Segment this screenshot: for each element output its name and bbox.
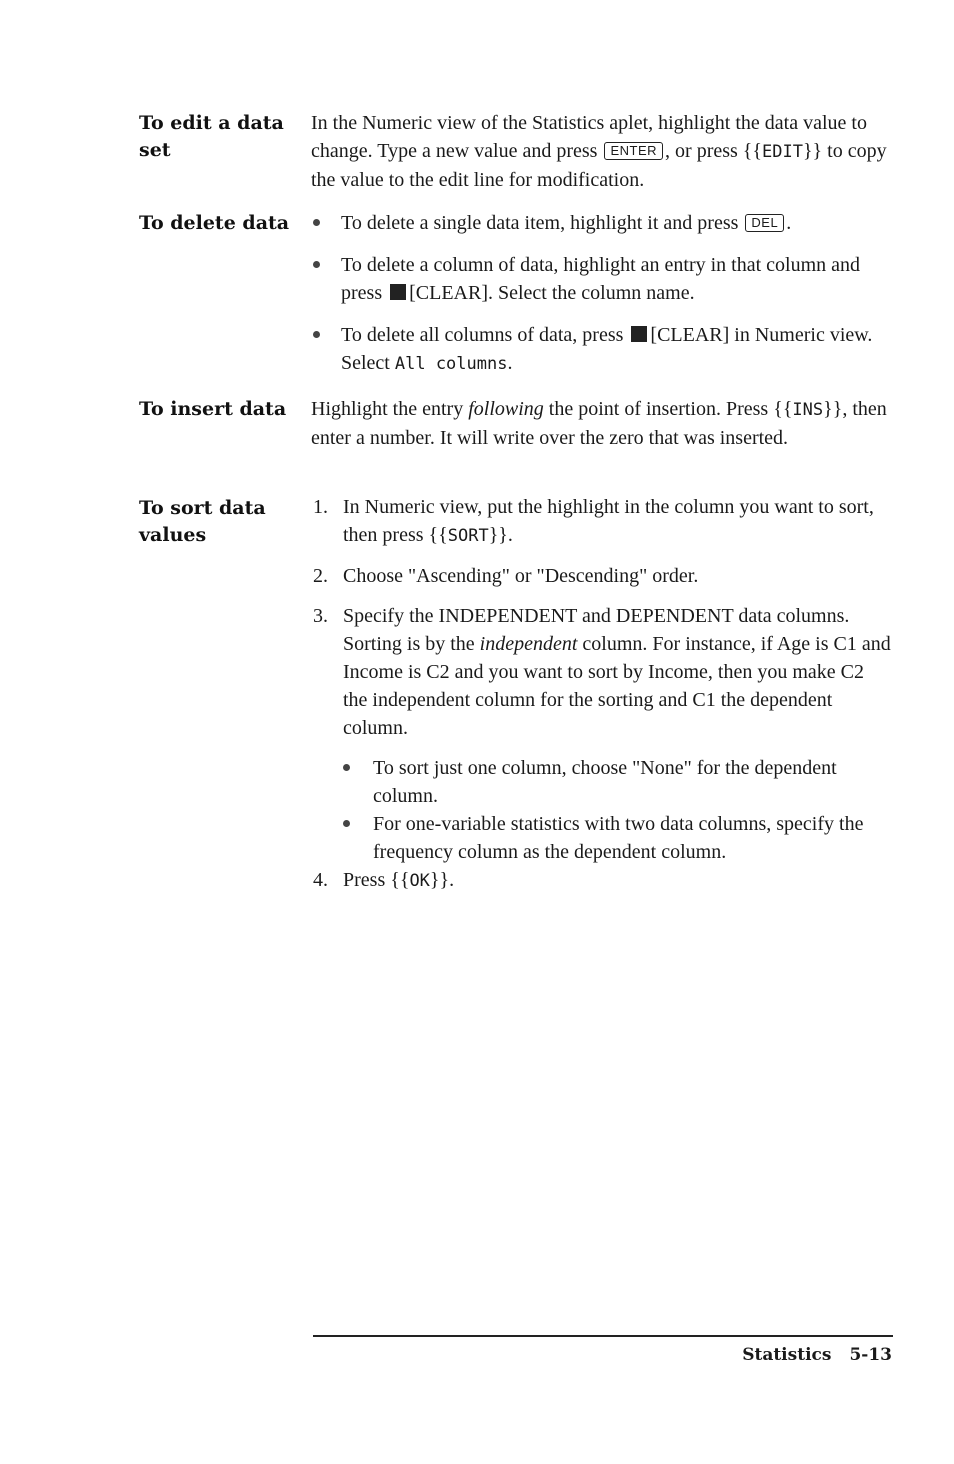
sort-step-4-text: Press [343, 869, 391, 891]
delete-all-end: . [507, 352, 513, 374]
insert-text-2: the point of insertion. Press [543, 398, 774, 420]
ok-softkey: OK [409, 871, 430, 891]
step-number: 1. [313, 496, 328, 518]
bullet-icon [313, 261, 320, 268]
sort-step-1 [311, 493, 891, 550]
edit-brace-close: }} [802, 140, 823, 162]
heading-sort-data: To sort data values [139, 497, 266, 546]
delete-single-end: . [786, 212, 792, 234]
delete-column-end: . Select the column name. [488, 282, 695, 304]
sort-softkey: SORT [447, 526, 489, 546]
delete-all-text: To delete all columns of data, press [341, 324, 624, 346]
ok-brace-open: {{ [390, 869, 410, 891]
edit-text-1: In the Numeric view of the Statistics aplet, highlight the data value to change. Type a new value and press [311, 112, 867, 162]
all-columns-option: All columns [394, 354, 508, 374]
page-footer [724, 1342, 892, 1368]
bullet-icon [343, 764, 350, 771]
sort-step-3-text-2: column. For instance, if Age is C1 and Income is C2 and you want to sort by Income, then you make C2 the independent column for the sorting and C1 the dependent column. [343, 633, 891, 739]
heading-delete-data: To delete data [139, 212, 290, 234]
delete-single-text: To delete a single data item, highlight it and press [341, 212, 739, 234]
delete-bullet-single [311, 209, 891, 237]
insert-paragraph [311, 395, 891, 452]
bullet-icon [313, 219, 320, 226]
insert-body [311, 395, 891, 452]
sort-step-3 [311, 602, 891, 742]
sort-sub-2-text: For one-variable statistics with two data columns, specify the frequency column as the dependent column. [373, 813, 864, 863]
ins-brace-open: {{ [773, 398, 793, 420]
footer-chapter: Statistics [742, 1345, 832, 1365]
delete-all-clear: [CLEAR] [650, 324, 730, 346]
footer-page-number: 5-13 [849, 1345, 892, 1365]
edit-softkey: EDIT [762, 142, 803, 162]
delete-all-mid: in Numeric view. Select [341, 324, 873, 374]
delete-bullet-column [311, 251, 891, 307]
footer-rule [313, 1335, 893, 1337]
sort-step-2-text: Choose "Ascending" or "Descending" order. [343, 565, 699, 587]
ins-brace-close: }} [823, 398, 843, 420]
sort-body [311, 493, 891, 907]
delete-column-text: To delete a column of data, highlight an entry in that column and press [341, 254, 861, 304]
insert-text-1: Highlight the entry [311, 398, 469, 420]
ok-brace-close: }} [429, 869, 450, 891]
heading-edit-data-set: To edit a data set [139, 112, 284, 161]
sort-step-1-text: In Numeric view, put the highlight in the column you want to sort, then press [343, 496, 874, 546]
delete-bullet-all [311, 321, 891, 378]
bullet-icon [343, 820, 350, 827]
edit-paragraph [311, 109, 891, 194]
sort-step-3-text-1: Specify the INDEPENDENT and DEPENDENT data columns. Sorting is by the [343, 605, 850, 655]
sort-step-4 [311, 866, 891, 895]
sort-step-3-italic: independent [479, 633, 578, 655]
heading-insert-data: To insert data [139, 398, 287, 420]
insert-text-3: , then enter a number. It will write over the zero that was inserted. [311, 398, 887, 449]
sort-brace-open: {{ [428, 524, 448, 546]
sort-sub-bullet-2 [311, 810, 891, 866]
bullet-icon [313, 331, 320, 338]
edit-brace-open: {{ [742, 140, 762, 162]
delete-body [311, 209, 891, 392]
sort-sub-bullet-1 [311, 754, 891, 810]
edit-text-3: to copy the value to the edit line for modification. [311, 140, 887, 191]
edit-text-2: , or press [665, 140, 738, 162]
step-number: 3. [313, 605, 328, 627]
step-number: 4. [313, 869, 328, 891]
shift-key-icon [631, 326, 647, 342]
shift-key-icon [390, 284, 406, 300]
sort-step-2 [311, 562, 891, 590]
sort-step-1-end: . [507, 524, 513, 546]
delete-column-clear: [CLEAR] [409, 282, 488, 304]
insert-italic: following [468, 398, 544, 420]
step-number: 2. [313, 565, 328, 587]
enter-key: ENTER [604, 142, 663, 160]
sort-brace-close: }} [488, 524, 508, 546]
del-key: DEL [745, 214, 784, 232]
sort-step-4-end: . [449, 869, 455, 891]
sort-sub-1-text: To sort just one column, choose "None" for the dependent column. [373, 757, 837, 807]
ins-softkey: INS [792, 400, 824, 420]
edit-body [311, 109, 891, 194]
